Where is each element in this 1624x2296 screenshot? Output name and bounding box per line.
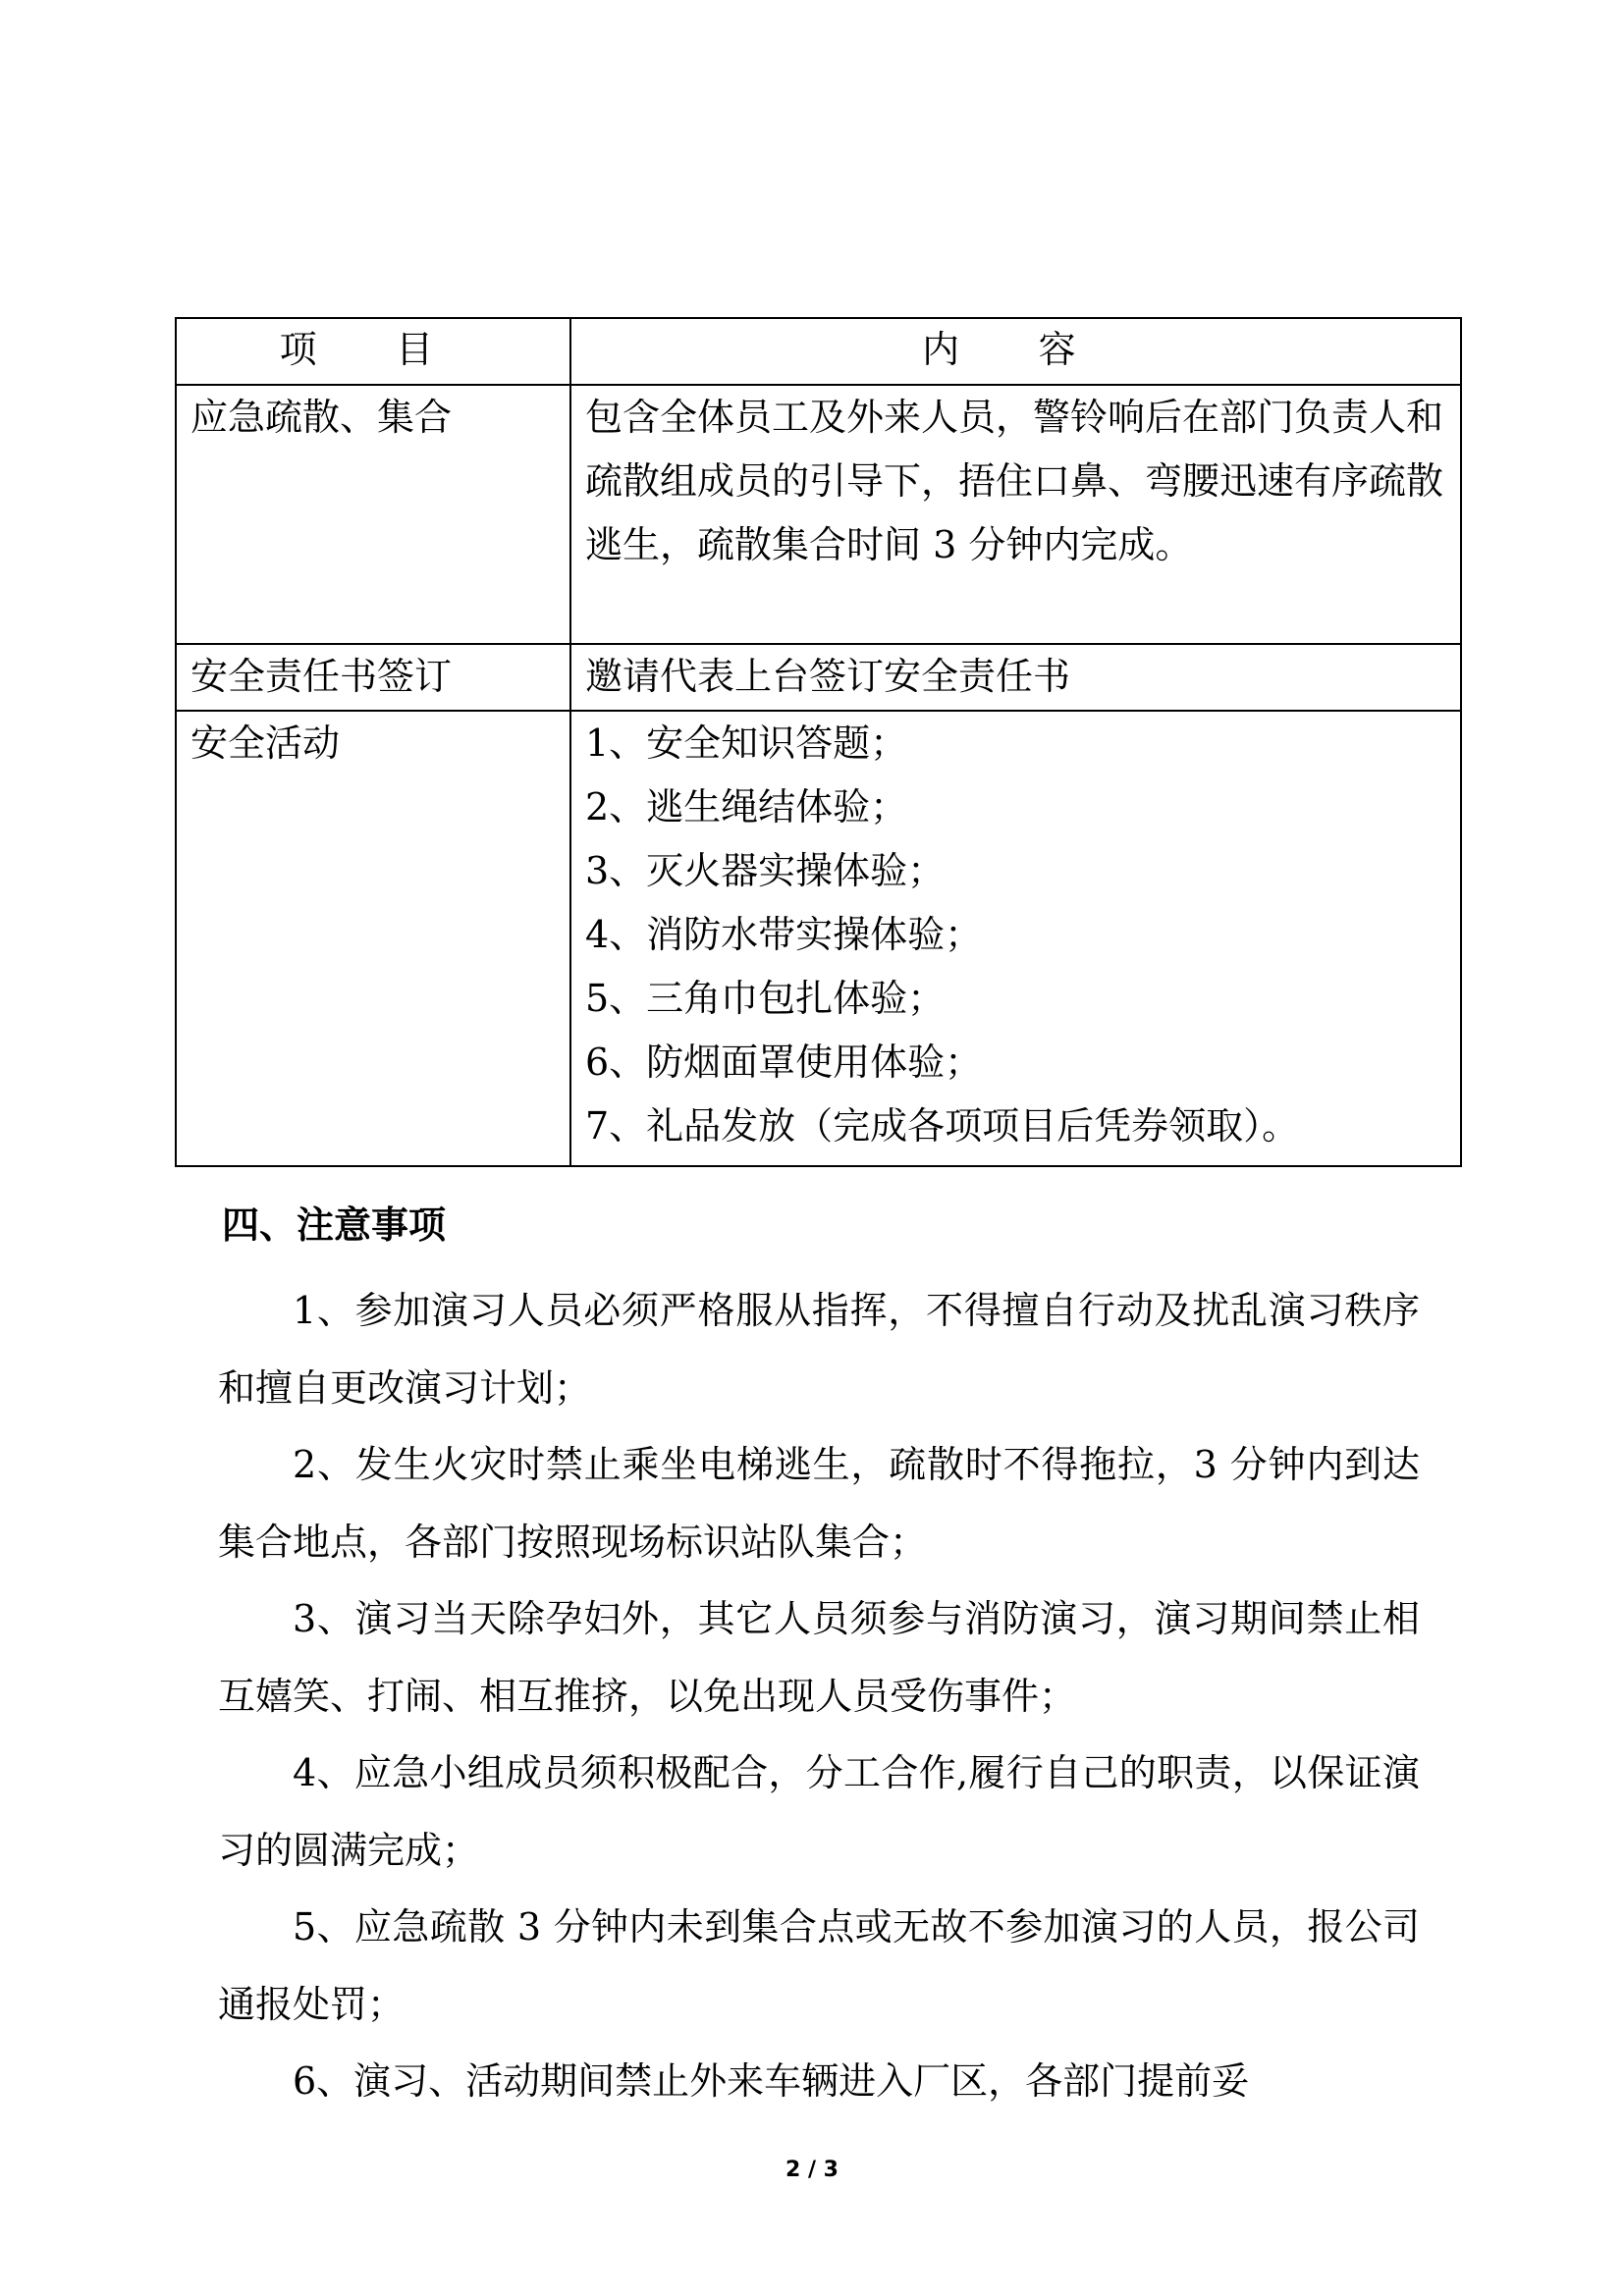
notes-list [218, 1272, 1420, 2120]
content-line: 邀请代表上台签订安全责任书 [585, 655, 1071, 698]
header-item: 项 目 [176, 318, 570, 385]
row-item: 安全活动 [176, 711, 570, 1166]
activity-item: 1、安全知识答题； [585, 721, 908, 765]
table-row [176, 385, 1461, 644]
note-item: 6、演习、活动期间禁止外来车辆进入厂区，各部门提前妥 [293, 2059, 1250, 2103]
page-number: 2 / 3 [785, 2158, 839, 2182]
content-line: 包含全体员工及外来人员，警铃响后在部门负责人和疏散组成员的引导下，捂住口鼻、弯腰迅速有序疏散逃生，疏散集合时间 3 分钟内完成。 [585, 396, 1444, 566]
activity-table [175, 317, 1462, 1167]
note-item: 5、应急疏散 3 分钟内未到集合点或无故不参加演习的人员，报公司通报处罚； [218, 1905, 1420, 2026]
activity-item: 4、消防水带实操体验； [585, 913, 983, 956]
activity-item: 2、逃生绳结体验； [585, 785, 908, 828]
activity-item: 7、礼品发放（完成各项项目后凭券领取）。 [585, 1104, 1300, 1148]
section-heading: 四、注意事项 [222, 1203, 447, 1247]
activity-item: 5、三角巾包扎体验； [585, 977, 946, 1020]
table-header-row [176, 318, 1461, 385]
activity-item: 3、灭火器实操体验； [585, 849, 946, 892]
row-item: 应急疏散、集合 [176, 385, 570, 644]
note-item: 4、应急小组成员须积极配合，分工合作,履行自己的职责，以保证演习的圆满完成； [218, 1751, 1420, 1872]
note-item: 2、发生火灾时禁止乘坐电梯逃生，疏散时不得拖拉，3 分钟内到达集合地点，各部门按照现场标识站队集合； [218, 1443, 1420, 1564]
row-content [570, 644, 1461, 711]
note-item: 3、演习当天除孕妇外，其它人员须参与消防演习，演习期间禁止相互嬉笑、打闹、相互推挤，以免出现人员受伤事件； [218, 1597, 1420, 1718]
table-row [176, 644, 1461, 711]
activity-item: 6、防烟面罩使用体验； [585, 1041, 983, 1084]
table-row [176, 711, 1461, 1166]
header-content: 内 容 [570, 318, 1461, 385]
row-content [570, 385, 1461, 644]
row-item: 安全责任书签订 [176, 644, 570, 711]
row-content [570, 711, 1461, 1166]
note-item: 1、参加演习人员必须严格服从指挥，不得擅自行动及扰乱演习秩序和擅自更改演习计划； [218, 1289, 1420, 1410]
